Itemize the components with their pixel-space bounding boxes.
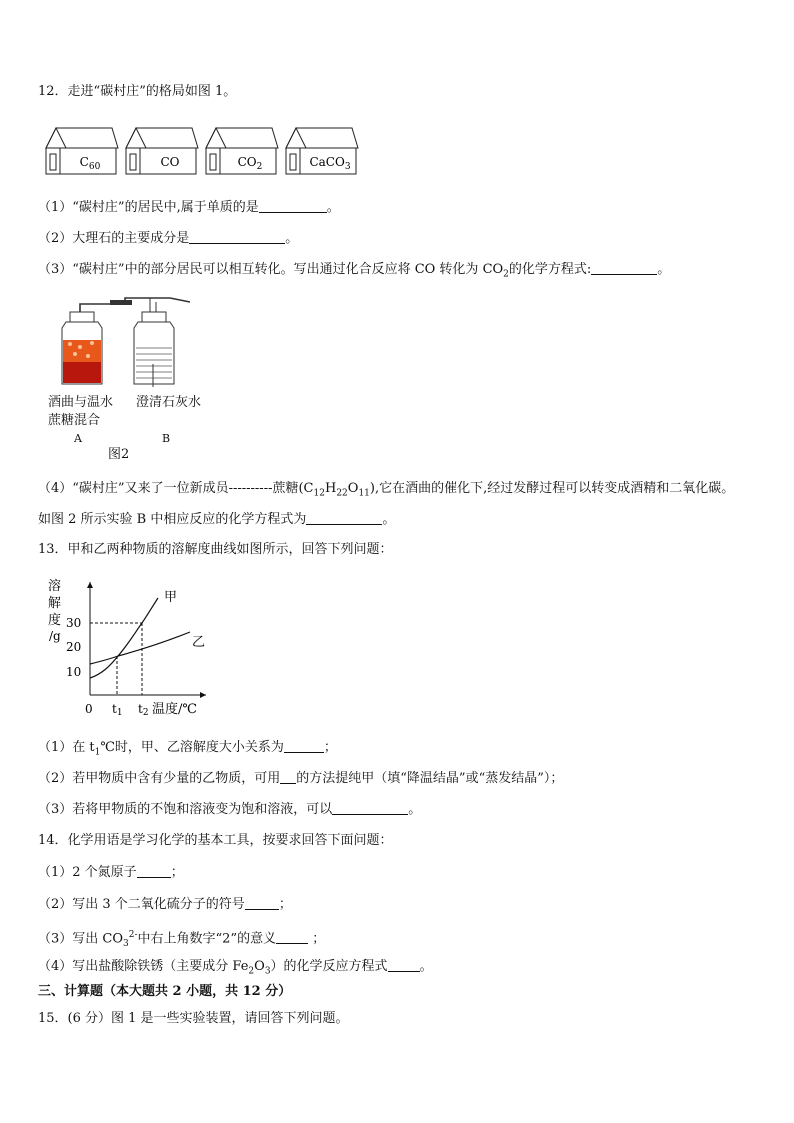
fig2-label-a-line2: 蔗糖混合 [48, 413, 101, 428]
q14-part4: （4）写出盐酸除铁锈（主要成分 $Fe_2O_3$）的化学反应方程式 。 [38, 959, 433, 977]
xtick-0: 0 [85, 702, 93, 716]
ylabel-char-2: 解 [48, 596, 62, 611]
house-label-c60: $C_{60}$ [79, 155, 101, 172]
q14-title: 14．化学用语是学习化学的基本工具，按要求回答下面问题： [38, 833, 393, 848]
ylabel-char-4: /g [49, 629, 61, 643]
q13-part2: （2）若甲物质中含有少量的乙物质，可用 的方法提纯甲（填“降温结晶”或“蒸发结晶”）； [38, 771, 564, 786]
fig2-label-a-line1: 酒曲与温水 [48, 395, 114, 410]
curve-yi [90, 632, 190, 664]
xlabel: 温度/℃ [152, 702, 197, 717]
series-label-yi: 乙 [192, 635, 206, 650]
house-label-co: CO [160, 155, 180, 169]
q13-title: 13．甲和乙两种物质的溶解度曲线如图所示，回答下列问题： [38, 542, 393, 557]
solubility-chart [40, 570, 220, 720]
house-label-co2: $CO_2$ [237, 155, 263, 172]
answer-blank[interactable] [137, 863, 171, 878]
fig2-label-b-line1: 澄清石灰水 [136, 395, 202, 410]
fig2-label-a: A [74, 432, 82, 445]
q13-part3: （3）若将甲物质的不饱和溶液变为饱和溶液，可以 。 [38, 802, 422, 817]
q14-part2: （2）写出 3 个二氧化硫分子的符号 ； [38, 897, 292, 912]
answer-blank[interactable] [276, 929, 308, 944]
q12-part4: （4）“碳村庄”又来了一位新成员----------蔗糖$(C_{12}H_{22}O_{11})$,它在酒曲的催化下,经过发酵过程可以转变成酒精和二氧化碳。 [38, 481, 735, 499]
ylabel-char-3: 度 [48, 613, 62, 628]
answer-blank[interactable] [259, 198, 327, 213]
q13-part1: （1）在 $t_1℃$时，甲、乙溶解度大小关系为 ； [38, 740, 337, 758]
answer-blank[interactable] [280, 769, 296, 784]
series-label-jia: 甲 [164, 590, 178, 605]
curve-jia [90, 598, 158, 678]
answer-blank[interactable] [284, 738, 324, 753]
answer-blank[interactable] [591, 260, 657, 275]
ytick-10: 10 [66, 665, 82, 679]
ytick-30: 30 [66, 616, 82, 630]
q12-title: 12．走进“碳村庄”的格局如图 1。 [38, 84, 237, 99]
q12-part2: （2）大理石的主要成分是 。 [38, 231, 299, 246]
answer-blank[interactable] [332, 800, 408, 815]
answer-blank[interactable] [189, 229, 285, 244]
xtick-t2: t2 [138, 702, 149, 718]
section3-heading: 三、计算题（本大题共 2 小题，共 12 分） [38, 984, 292, 999]
q12-part1: （1）“碳村庄”的居民中,属于单质的是 。 [38, 200, 340, 215]
house-label-caco3: CaCO$_3$ [309, 155, 351, 172]
q15-title: 15．(6 分）图 1 是一些实验装置，请回答下列问题。 [38, 1011, 349, 1026]
q12-part4b: 如图 2 所示实验 B 中相应反应的化学方程式为 。 [38, 512, 396, 527]
ytick-20: 20 [66, 640, 82, 654]
fermentation-apparatus [40, 292, 210, 392]
q12-part3: （3）“碳村庄”中的部分居民可以相互转化。写出通过化合反应将 CO 转化为 $CO_2$的化学方程式: 。 [38, 262, 671, 280]
xtick-t1: t1 [112, 702, 123, 718]
q14-part3: （3）写出 $CO_3^{2-}$中右上角数字“2”的意义 ； [38, 930, 326, 949]
q14-part1: （1）2 个氮原子 ； [38, 865, 184, 880]
answer-blank[interactable] [388, 957, 420, 972]
answer-blank[interactable] [306, 510, 382, 525]
fig2-label-b: B [162, 432, 171, 445]
answer-blank[interactable] [245, 895, 279, 910]
fig2-caption: 图2 [108, 447, 130, 462]
carbon-village-figure [40, 126, 360, 178]
ylabel-char-1: 溶 [48, 579, 62, 594]
